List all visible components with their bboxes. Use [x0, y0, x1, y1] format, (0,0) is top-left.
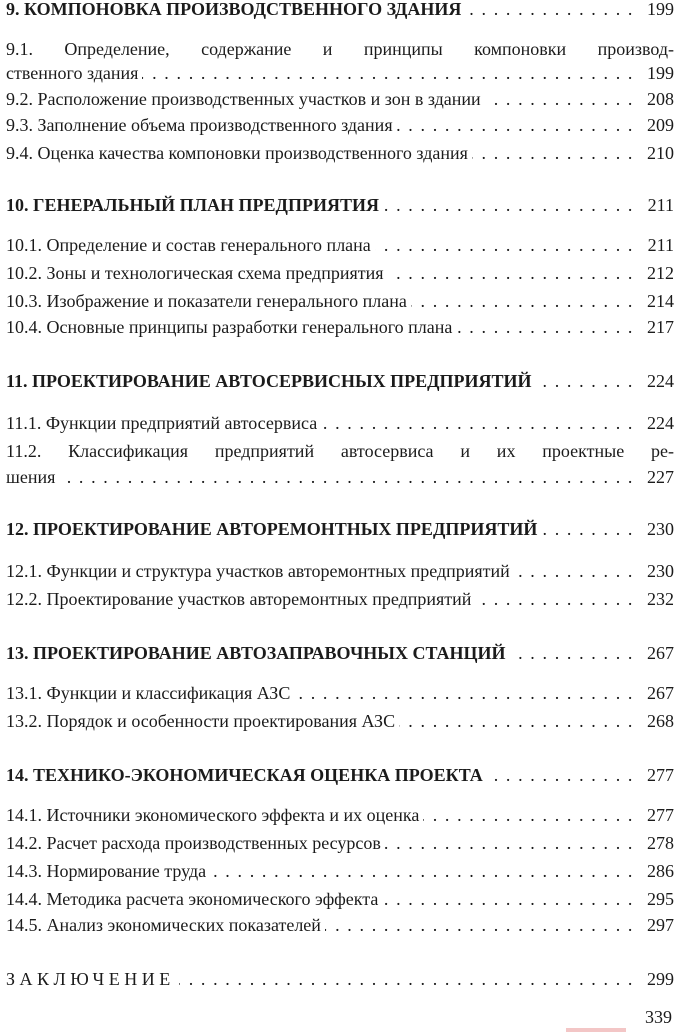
toc-page: 211: [647, 195, 674, 215]
toc-page: 295: [647, 889, 674, 909]
toc-page: 232: [647, 589, 674, 609]
toc-page: 211: [647, 235, 674, 255]
toc-page: 209: [647, 115, 674, 135]
toc-entry-10-3: [6, 288, 674, 314]
toc-page: 297: [647, 915, 674, 935]
toc-entry-13-1: [6, 680, 674, 706]
toc-entry-11-1: [6, 410, 674, 436]
toc-page: 267: [647, 643, 674, 663]
toc-title: 9.4. Оценка качества компоновки производственного здания: [6, 143, 472, 163]
toc-title: 13.1. Функции и классификация АЗС: [6, 683, 294, 703]
toc-entry-14-4: [6, 886, 674, 912]
toc-title: 12. ПРОЕКТИРОВАНИЕ АВТОРЕМОНТНЫХ ПРЕДПРИЯТИЙ: [6, 519, 541, 539]
toc-page: 217: [647, 317, 674, 337]
toc-title: 13. ПРОЕКТИРОВАНИЕ АВТОЗАПРАВОЧНЫХ СТАНЦИЙ: [6, 643, 510, 663]
toc-page: 277: [647, 805, 674, 825]
toc-entry-11-2: [6, 464, 674, 490]
toc-title: 10.1. Определение и состав генерального плана: [6, 235, 375, 255]
toc-heading-11: [6, 368, 674, 394]
toc-heading-12: [6, 516, 674, 542]
toc-title: 10.2. Зоны и технологическая схема предприятия: [6, 263, 388, 283]
toc-page: 199: [647, 63, 674, 83]
toc-entry-10-1: [6, 232, 674, 258]
toc-page: 299: [647, 969, 674, 989]
toc-entry-12-1: [6, 558, 674, 584]
toc-page: 230: [647, 519, 674, 539]
toc-heading-9: [6, 0, 674, 22]
toc-entry-10-2: [6, 260, 674, 286]
toc-page: 227: [647, 467, 674, 487]
toc-title: 12.2. Проектирование участков авторемонтных предприятий: [6, 589, 475, 609]
toc-entry-9-4: [6, 140, 674, 166]
toc-page: 208: [647, 89, 674, 109]
toc-heading-10: [6, 192, 674, 218]
toc-page: 224: [647, 371, 674, 391]
toc-title: 14.5. Анализ экономических показателей: [6, 915, 325, 935]
toc-page: 212: [647, 263, 674, 283]
toc-page: 224: [647, 413, 674, 433]
toc-title: 11.1. Функции предприятий автосервиса: [6, 413, 321, 433]
toc-page: 214: [647, 291, 674, 311]
toc-title: 12.1. Функции и структура участков авторемонтных предприятий: [6, 561, 514, 581]
toc-heading-14: [6, 762, 674, 788]
toc-title: шения: [6, 467, 59, 487]
toc-title: 14.4. Методика расчета экономического эффекта: [6, 889, 382, 909]
toc-title: 10.3. Изображение и показатели генерального плана: [6, 291, 411, 311]
toc-entry-11-2-line1: [6, 438, 674, 464]
toc-title: 14.2. Расчет расхода производственных ресурсов: [6, 833, 385, 853]
toc-title: 9. КОМПОНОВКА ПРОИЗВОДСТВЕННОГО ЗДАНИЯ: [6, 0, 465, 19]
toc-title-line1: 11.2. Классификация предприятий автосервиса и их проектные ре-: [6, 441, 674, 461]
toc-title: ЗАКЛЮЧЕНИЕ: [6, 969, 179, 989]
toc-page: 230: [647, 561, 674, 581]
toc-title: ственного здания: [6, 63, 142, 83]
toc-title-line1: 9.1. Определение, содержание и принципы компоновки производ-: [6, 39, 674, 59]
toc-title: 14. ТЕХНИКО-ЭКОНОМИЧЕСКАЯ ОЦЕНКА ПРОЕКТА: [6, 765, 487, 785]
toc-title: 13.2. Порядок и особенности проектирования АЗС: [6, 711, 399, 731]
toc-title: 9.2. Расположение производственных участков и зон в здании: [6, 89, 485, 109]
toc-entry-12-2: [6, 586, 674, 612]
toc-entry-9-3: [6, 112, 674, 138]
toc-entry-13-2: [6, 708, 674, 734]
toc-entry-14-3: [6, 858, 674, 884]
toc-entry-10-4: [6, 314, 674, 340]
scan-mark: [566, 1028, 626, 1032]
toc-page: 210: [647, 143, 674, 163]
toc-entry-14-1: [6, 802, 674, 828]
toc-page: 286: [647, 861, 674, 881]
toc-title: 10.4. Основные принципы разработки генерального плана: [6, 317, 456, 337]
page-number: 339: [645, 1007, 672, 1027]
toc-title: 14.1. Источники экономического эффекта и их оценка: [6, 805, 423, 825]
toc-page: 199: [647, 0, 674, 19]
toc-page: 277: [647, 765, 674, 785]
toc-entry-14-5: [6, 912, 674, 938]
toc-title: 11. ПРОЕКТИРОВАНИЕ АВТОСЕРВИСНЫХ ПРЕДПРИЯТИЙ: [6, 371, 536, 391]
toc-page: 278: [647, 833, 674, 853]
toc-page: 267: [647, 683, 674, 703]
toc-entry-9-1: [6, 60, 674, 86]
toc-page: 268: [647, 711, 674, 731]
toc-title: 10. ГЕНЕРАЛЬНЫЙ ПЛАН ПРЕДПРИЯТИЯ: [6, 195, 383, 215]
toc-title: 9.3. Заполнение объема производственного здания: [6, 115, 397, 135]
toc-entry-9-1-line1: [6, 36, 674, 62]
toc-title: 14.3. Нормирование труда: [6, 861, 210, 881]
toc-entry-9-2: [6, 86, 674, 112]
toc-heading-13: [6, 640, 674, 666]
toc-entry-14-2: [6, 830, 674, 856]
toc-conclusion: [6, 966, 674, 992]
